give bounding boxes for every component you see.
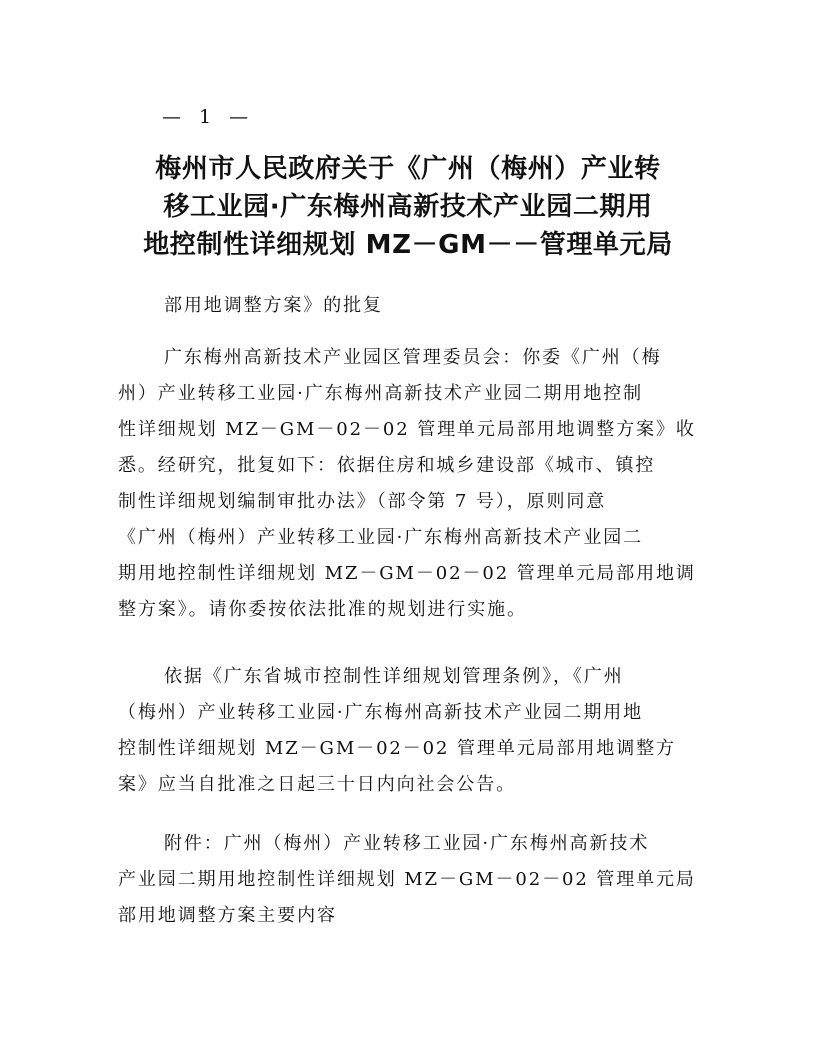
text-line: 性详细规划 MZ－GM－02－02 管理单元局部用地调整方案》收 — [118, 419, 696, 440]
text-line: 整方案》。请你委按依法批准的规划进行实施。 — [118, 599, 527, 620]
title-line: 梅州市人民政府关于《广州（梅州）产业转 — [155, 154, 661, 184]
text-line: 依据《广东省城市控制性详细规划管理条例》，《广州 — [164, 666, 624, 687]
text-line: 期用地控制性详细规划 MZ－GM－02－02 管理单元局部用地调 — [118, 563, 696, 584]
page-number: — 1 — — [162, 106, 255, 128]
title-line: 地控制性详细规划 MZ－GM－－管理单元局 — [143, 230, 673, 260]
text-line: 广东梅州高新技术产业园区管理委员会：你委《广州（梅 — [164, 347, 662, 368]
text-line: 案》应当自批准之日起三十日内向社会公告。 — [118, 774, 516, 795]
text-line: 州）产业转移工业园·广东梅州高新技术产业园二期用地控制 — [118, 383, 644, 404]
text-line: 控制性详细规划 MZ－GM－02－02 管理单元局部用地调整方 — [118, 738, 676, 759]
announcement-paragraph — [118, 659, 698, 803]
text-line: 制性详细规划编制审批办法》（部令第 7 号），原则同意 — [118, 491, 607, 512]
text-line: （梅州）产业转移工业园·广东梅州高新技术产业园二期用地 — [118, 702, 644, 723]
text-line: 产业园二期用地控制性详细规划 MZ－GM－02－02 管理单元局 — [118, 869, 696, 890]
reply-paragraph — [118, 340, 698, 628]
title-continuation: 部用地调整方案》的批复 — [164, 295, 383, 316]
text-line: 部用地调整方案主要内容 — [118, 905, 337, 926]
attachment-paragraph — [118, 826, 698, 934]
title-line: 移工业园·广东梅州高新技术产业园二期用 — [163, 192, 653, 222]
text-line: 附件：广州（梅州）产业转移工业园·广东梅州高新技术 — [164, 833, 650, 854]
document-title — [100, 150, 716, 264]
text-line: 《广州（梅州）产业转移工业园·广东梅州高新技术产业园二 — [118, 527, 644, 548]
text-line: 悉。经研究，批复如下：依据住房和城乡建设部《城市、镇控 — [118, 455, 656, 476]
